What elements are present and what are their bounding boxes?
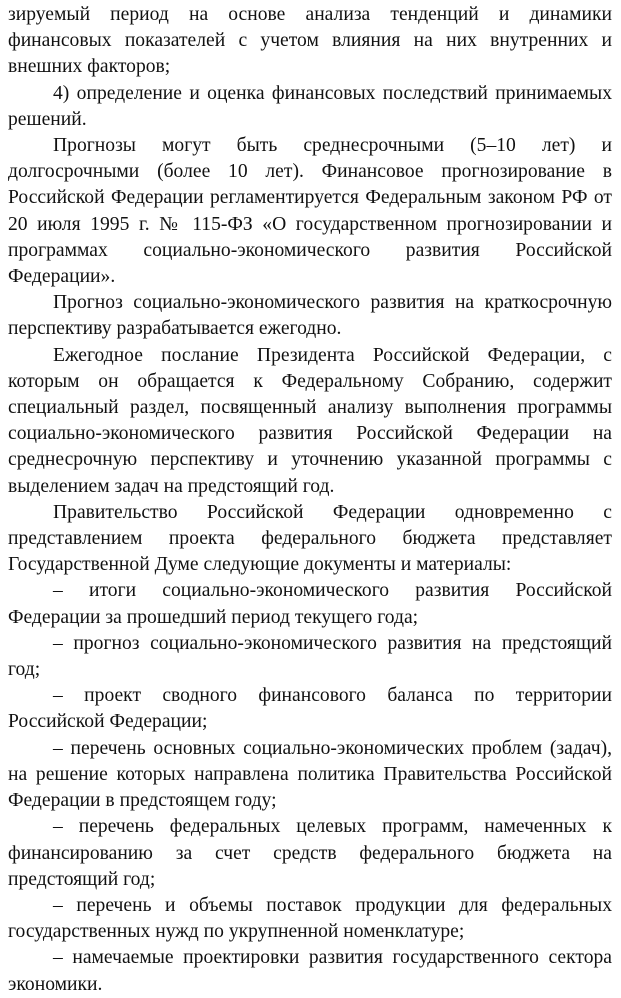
list-item: – намечаемые проектировки развития государственного сектора экономики. [8,947,612,995]
list-item: – проект сводного финансового баланса по территории Российской Федерации; [8,685,612,733]
paragraph-item-4: 4) определение и оценка финансовых последствий принимаемых решений. [8,82,612,130]
list-item: – перечень и объемы поставок продукции для федеральных государственных нужд по укрупненной номенклатуре; [8,894,612,943]
paragraph-continuation: зируемый период на основе анализа тенденций и динамики финансовых показателей с учетом влияния на них внутренних и внешних факторов; [8,4,612,78]
document-body [8,2,612,998]
paragraph-forecast-terms: Прогнозы могут быть среднесрочными (5–10 лет) и долгосрочными (более 10 лет). Финансовое прогнозирование в Российской Федерации регламентируется Федеральным законом РФ от 20 июля 1995 г. № 115-ФЗ «О государственном прогнозировании и программах социально-экономического развития Российской Федерации». [8,135,612,288]
list-item: – перечень основных социально-экономических проблем (задач), на решение которых направлена политика Правительства Российской Федерации в предстоящем году; [8,737,612,812]
list-item: – прогноз социально-экономического развития на предстоящий год; [8,632,612,681]
list-item: – перечень федеральных целевых программ, намеченных к финансированию за счет средств федерального бюджета на предстоящий год; [8,816,612,890]
list-item: – итоги социально-экономического развития Российской Федерации за прошедший период текущего года; [8,580,612,628]
paragraph-president-address: Ежегодное послание Президента Российской Федерации, с которым он обращается к Федеральному Собранию, содержит специальный раздел, посвященный анализу выполнения программы социально-экономического развития Российской Федерации на среднесрочную перспективу и уточнению указанной программы с выделением задач на предстоящий год. [8,344,612,497]
paragraph-government-documents: Правительство Российской Федерации одновременно с представлением проекта федерального бюджета представляет Государственной Думе следующие документы и материалы: [8,501,612,576]
paragraph-short-term-forecast: Прогноз социально-экономического развития на краткосрочную перспективу разрабатывается ежегодно. [8,292,612,340]
